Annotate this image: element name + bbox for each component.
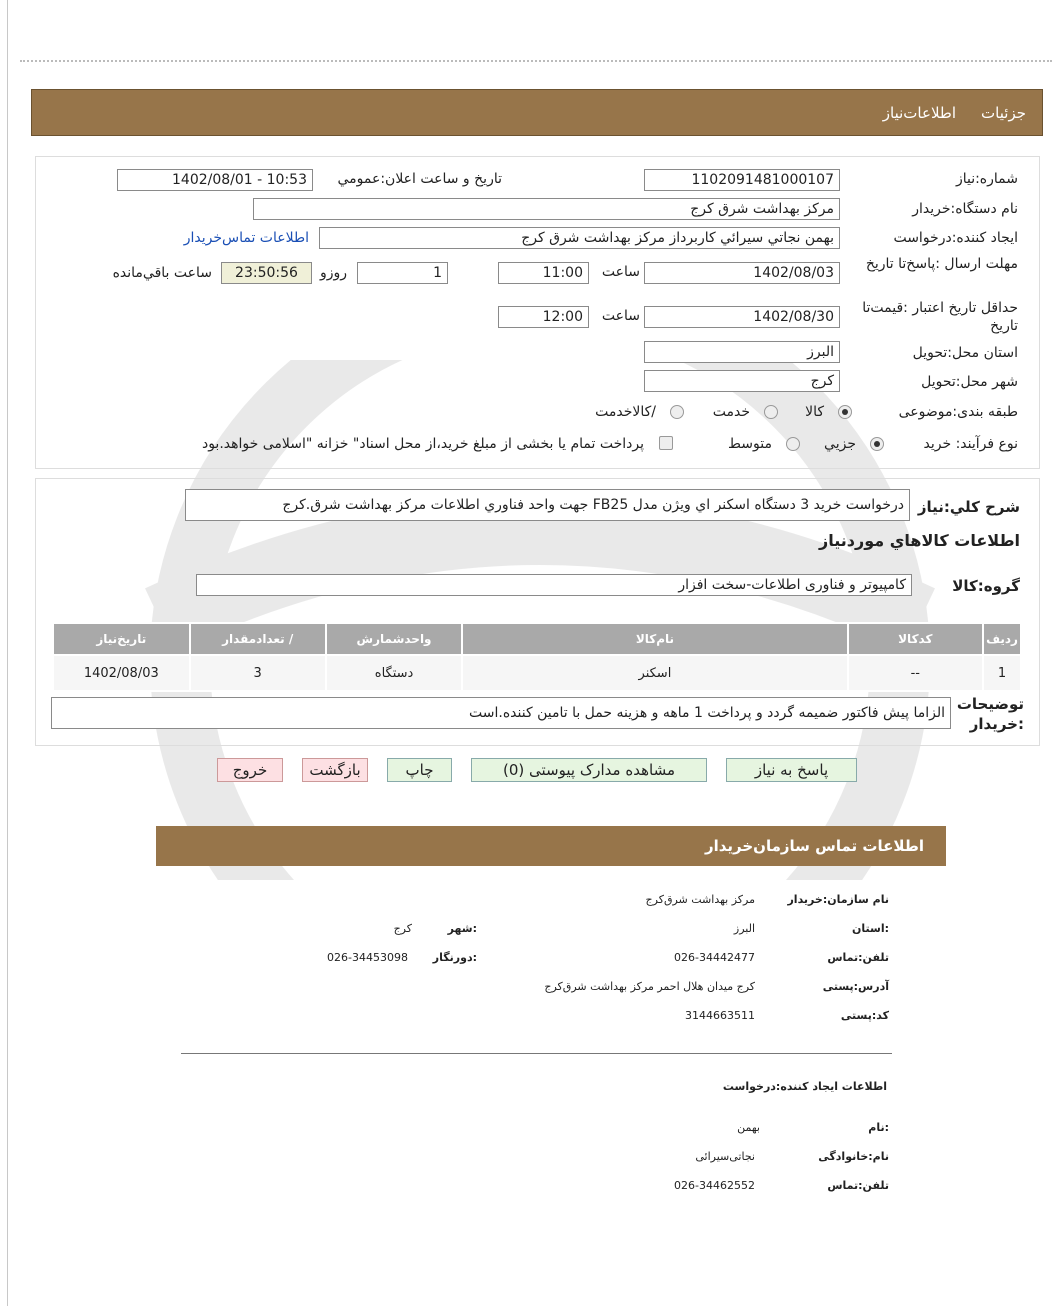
contact-divider — [181, 1053, 892, 1054]
description-label: شرح کلي:نیاز — [917, 498, 1020, 516]
deadline-time-label: ساعت — [601, 264, 640, 280]
creator-field: بهمن نجاتي سيرائي كاربرداز مرکز بهداشت شرق کرج — [319, 227, 840, 249]
validity-time-field: 12:00 — [498, 306, 589, 328]
col-date: تاریخ‌نیاز — [53, 623, 190, 655]
col-unit: واحدشمارش — [326, 623, 463, 655]
creator-family-value: نجاتی‌سیرائی — [695, 1150, 755, 1163]
creator-family-label: نام:خانوادگی — [818, 1150, 889, 1163]
creator-name-value: بهمن — [737, 1121, 760, 1134]
creator-info-title: اطلاعات ایجاد کننده:درخواست — [722, 1080, 887, 1093]
need-number-label: شماره:نیاز — [955, 171, 1018, 187]
province-field: البرز — [644, 341, 840, 363]
validity-date-field: 1402/08/30 — [644, 306, 840, 328]
contact-province-label: :استان — [852, 922, 889, 935]
treasury-payment-checkbox[interactable] — [659, 436, 673, 450]
contact-phone-value: 026-34442477 — [674, 951, 755, 964]
creator-label: ایجاد کننده:درخواست — [893, 230, 1018, 246]
contact-postal-label: کد:پستی — [840, 1009, 889, 1022]
col-qty: / تعدادمقدار — [190, 623, 326, 655]
contact-postal-value: 3144663511 — [685, 1009, 755, 1022]
contact-city-label: :شهر — [447, 922, 477, 935]
treasury-payment-note: پرداخت تمام یا بخشی از مبلغ خرید،از محل اسناد" خزانه "اسلامی خواهد.بود — [201, 436, 644, 452]
category-goods-label: کالا — [805, 404, 824, 420]
remaining-label: ساعت باقي‌مانده — [112, 265, 212, 281]
contact-city-value: کرج — [393, 922, 412, 935]
announce-datetime-field: 1402/08/01 - 10:53 — [117, 169, 313, 191]
need-number-field: 1102091481000107 — [644, 169, 840, 191]
contact-province-value: البرز — [733, 922, 755, 935]
creator-phone-value: 026-34462552 — [674, 1179, 755, 1192]
category-label: طبقه بندی:موضوعی — [898, 404, 1018, 420]
cell-name: اسکنر — [462, 655, 847, 691]
remaining-time-field: 23:50:56 — [221, 262, 312, 284]
contact-title: اطلاعات تماس سازمان‌خریدار — [704, 837, 924, 855]
city-label: شهر محل:تحویل — [921, 374, 1018, 390]
contact-org-value: مرکز بهداشت شرق‌کرج — [645, 893, 755, 906]
buyer-contact-link[interactable]: اطلاعات تماس‌خریدار — [183, 230, 309, 246]
cell-code: -- — [848, 655, 984, 691]
contact-fax-value: 026-34453098 — [327, 951, 408, 964]
description-field: درخواست خريد 3 دستگاه اسکنر اي ويژن مدل FB25 جهت واحد فناوري اطلاعات مركز بهداشت شرق.كرج — [185, 489, 910, 521]
table-row — [53, 655, 1021, 691]
process-medium-label: متوسط — [728, 436, 772, 452]
validity-label: حداقل تاریخ اعتبار :قیمت‌تا تاریخ — [862, 300, 1018, 334]
process-partial-label: جزيي — [824, 436, 856, 452]
contact-address-value: کرج میدان هلال احمر مرکز بهداشت شرق‌کرج — [544, 980, 755, 993]
category-service-radio[interactable] — [764, 405, 778, 419]
contact-phone-label: تلفن:تماس — [827, 951, 889, 964]
top-header-bar — [31, 89, 1043, 136]
process-medium-radio[interactable] — [786, 437, 800, 451]
announce-label: تاریخ و ساعت اعلان:عمومي — [337, 171, 502, 187]
contact-fax-label: :دورنگار — [432, 951, 477, 964]
category-goods-service-label: /کالاخدمت — [595, 404, 656, 420]
deadline-date-field: 1402/08/03 — [644, 262, 840, 284]
goods-table — [52, 622, 1022, 692]
exit-button[interactable]: خروج — [217, 758, 283, 782]
goods-table-header — [53, 623, 1021, 655]
creator-phone-label: تلفن:تماس — [827, 1179, 889, 1192]
buyer-notes-label: توضیحات :خریدار — [956, 695, 1024, 733]
col-name: نام‌کالا — [462, 623, 847, 655]
cell-row: 1 — [983, 655, 1021, 691]
tab-need-info[interactable]: اطلاعات‌نیاز — [882, 104, 956, 122]
process-partial-radio[interactable] — [870, 437, 884, 451]
city-field: کرج — [644, 370, 840, 392]
group-field: کامپیوتر و فناوری اطلاعات-سخت افزار — [196, 574, 912, 596]
cell-unit: دستگاه — [326, 655, 463, 691]
left-border-line — [7, 0, 8, 1306]
goods-info-title: اطلاعات کالاهاي موردنياز — [819, 531, 1020, 550]
cell-qty: 3 — [190, 655, 326, 691]
province-label: استان محل:تحویل — [912, 345, 1018, 361]
days-field: 1 — [357, 262, 448, 284]
contact-address-label: آدرس:پستی — [822, 980, 889, 993]
buyer-org-field: مرکز بهداشت شرق کرج — [253, 198, 840, 220]
dotted-divider — [20, 60, 1052, 62]
tab-details[interactable]: جزئیات — [981, 104, 1026, 122]
days-label: روزو — [319, 265, 347, 281]
category-service-label: خدمت — [712, 404, 750, 420]
group-label: گروه:کالا — [952, 577, 1020, 595]
validity-time-label: ساعت — [601, 308, 640, 324]
back-button[interactable]: بازگشت — [302, 758, 368, 782]
category-goods-radio[interactable] — [838, 405, 852, 419]
buyer-org-label: نام دستگاه:خریدار — [912, 201, 1018, 217]
attachments-button[interactable]: مشاهده مدارک پیوستی (0) — [471, 758, 707, 782]
buyer-notes-field: الزاما پیش فاکتور ضمیمه گردد و پرداخت 1 ماهه و هزینه حمل با تامین کننده.است — [51, 697, 951, 729]
process-label: نوع فرآیند: خرید — [923, 436, 1018, 452]
print-button[interactable]: چاپ — [387, 758, 452, 782]
col-code: کدکالا — [848, 623, 984, 655]
contact-org-label: نام سازمان:خریدار — [787, 893, 889, 906]
col-row: رديف — [983, 623, 1021, 655]
reply-button[interactable]: پاسخ به نیاز — [726, 758, 857, 782]
deadline-label: مهلت ارسال :پاسخ‌تا تاریخ — [865, 256, 1018, 272]
category-goods-service-radio[interactable] — [670, 405, 684, 419]
cell-date: 1402/08/03 — [53, 655, 190, 691]
contact-header-bar — [156, 826, 946, 866]
deadline-time-field: 11:00 — [498, 262, 589, 284]
creator-name-label: :نام — [868, 1121, 889, 1134]
